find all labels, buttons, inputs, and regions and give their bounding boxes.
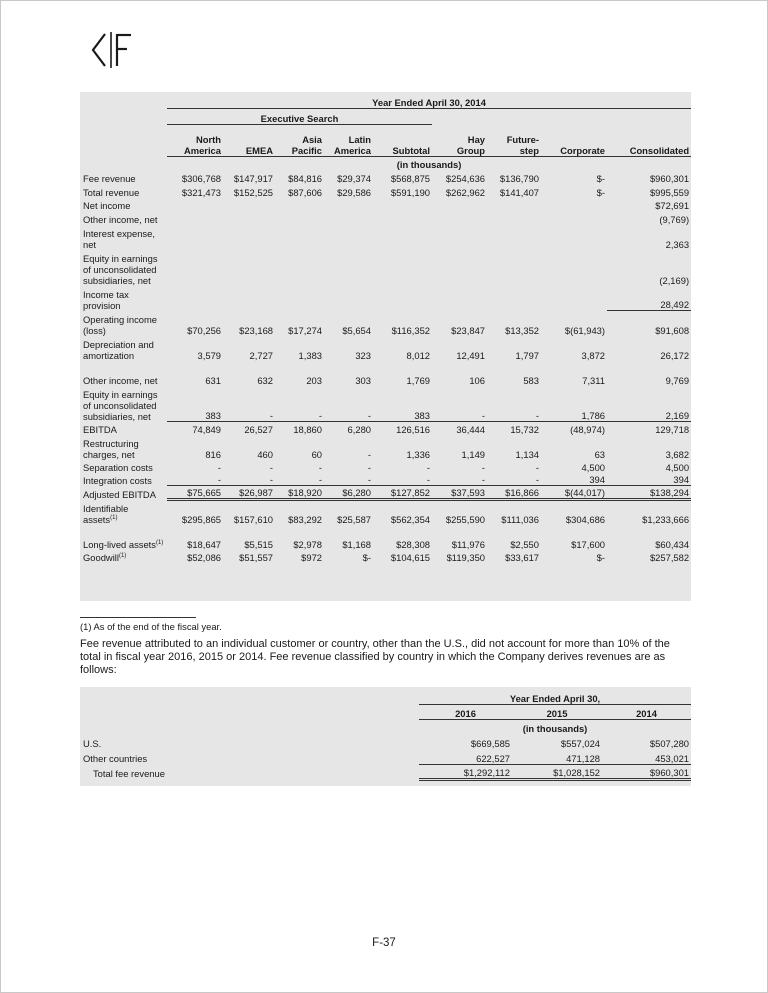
row-label: Total revenue: [83, 186, 140, 198]
cell-value: $960,301: [602, 764, 691, 779]
cell-value: $51,557: [239, 551, 273, 563]
column-header-line1: Latin: [348, 134, 371, 145]
cell-value: [432, 225, 487, 250]
row-label: Depreciation and amortization: [83, 338, 154, 361]
period-header: Year Ended April 30, 2014: [167, 92, 691, 108]
cell-value: 383: [167, 386, 223, 422]
cell-value: [541, 198, 607, 211]
cell-value: 9,769: [665, 374, 690, 386]
cell-value: $26,987: [223, 486, 275, 500]
cell-value: -: [318, 461, 322, 473]
cell-value: [223, 211, 275, 225]
column-header-line1: Hay: [467, 134, 485, 145]
cell-value: $262,962: [445, 186, 485, 198]
country-table: [80, 687, 691, 781]
cell-value: -: [324, 386, 373, 422]
cell-value: [223, 225, 275, 250]
table-row: [80, 250, 691, 286]
cell-value: -: [432, 473, 487, 486]
column-header-line2: Pacific: [275, 145, 324, 157]
cell-value: 816: [205, 448, 221, 460]
cell-value: 8,012: [406, 349, 430, 361]
cell-value: [275, 198, 324, 211]
cell-value: $83,292: [288, 513, 322, 525]
cell-value: $13,352: [505, 324, 539, 336]
row-label: Restructuring charges, net: [83, 437, 139, 460]
cell-value: 106: [469, 374, 485, 386]
cell-value: -: [269, 461, 273, 473]
column-header-line2: Subtotal: [373, 145, 432, 157]
cell-value: -: [487, 473, 541, 486]
cell-value: 632: [257, 374, 273, 386]
cell-value: $557,024: [560, 738, 600, 749]
cell-value: 303: [355, 374, 371, 386]
cell-value: 2,363: [665, 238, 690, 250]
cell-value: [432, 286, 487, 311]
cell-value: $11,976: [451, 538, 485, 550]
cell-value: $254,636: [445, 172, 485, 184]
cell-value: $669,585: [470, 738, 510, 749]
cell-value: 3,682: [665, 448, 690, 460]
cell-value: [275, 211, 324, 225]
cell-value: $127,852: [373, 486, 432, 500]
row-label: Fee revenue: [83, 172, 136, 184]
cell-value: $507,280: [649, 738, 689, 749]
cell-value: [541, 286, 607, 311]
footnote: (1) As of the end of the fiscal year.: [80, 621, 222, 632]
row-label: Separation costs: [83, 461, 153, 473]
row-label: Other income, net: [83, 213, 158, 225]
cell-value: -: [481, 461, 485, 473]
cell-value: $1,233,666: [642, 513, 690, 525]
footnote-marker: (1): [118, 552, 127, 559]
cell-value: $116,352: [391, 324, 430, 336]
cell-value: 4,500: [665, 461, 690, 473]
cell-value: (48,974): [570, 423, 605, 435]
cell-value: $52,086: [187, 551, 221, 563]
row-label: Other countries: [83, 753, 148, 764]
executive-search-header: Executive Search: [167, 108, 432, 124]
cell-value: $23,847: [451, 324, 485, 336]
cell-value: $1,168: [342, 538, 371, 550]
cell-value: [432, 198, 487, 211]
cell-value: $72,691: [655, 199, 690, 211]
cell-value: $25,587: [337, 513, 371, 525]
cell-value: 1,149: [461, 448, 485, 460]
row-label: Income tax provision: [83, 288, 129, 311]
cell-value: $257,582: [649, 551, 690, 563]
cell-value: [167, 198, 223, 211]
cell-value: $136,790: [499, 172, 539, 184]
table-row: [80, 286, 691, 311]
cell-value: $29,586: [337, 186, 371, 198]
cell-value: -: [432, 386, 487, 422]
cell-value: $152,525: [233, 186, 273, 198]
cell-value: 460: [257, 448, 273, 460]
cell-value: 26,527: [244, 423, 273, 435]
column-header-line1: Future-: [506, 134, 539, 145]
cell-value: [487, 225, 541, 250]
cell-value: 3,579: [197, 349, 221, 361]
row-label: EBITDA: [83, 423, 117, 435]
cell-value: $321,473: [181, 186, 221, 198]
cell-value: 394: [541, 473, 607, 486]
cell-value: 129,718: [655, 423, 690, 435]
cell-value: -: [487, 386, 541, 422]
table-row: [80, 550, 691, 563]
row-label: U.S.: [83, 738, 102, 749]
cell-value: $37,593: [432, 486, 487, 500]
cell-value: $255,590: [445, 513, 485, 525]
table-row: [80, 225, 691, 250]
cell-value: 18,860: [293, 423, 322, 435]
year-header: 2016: [419, 704, 512, 719]
cell-value: 1,797: [515, 349, 539, 361]
cell-value: $17,600: [571, 538, 605, 550]
cell-value: 3,872: [581, 349, 605, 361]
cell-value: 1,336: [406, 448, 430, 460]
table-row: [80, 525, 691, 550]
cell-value: [541, 250, 607, 286]
row-label: Net income: [83, 199, 131, 211]
column-header-line1: [373, 134, 432, 145]
cell-value: $591,190: [390, 186, 430, 198]
cell-value: 26,172: [660, 349, 690, 361]
cell-value: [167, 286, 223, 311]
cell-value: [324, 225, 373, 250]
cell-value: $141,407: [499, 186, 539, 198]
cell-value: [373, 225, 432, 250]
table-row: [80, 764, 691, 779]
table-row: [80, 734, 691, 749]
table-row: [80, 198, 691, 211]
table-row: [80, 386, 691, 422]
segment-table: [80, 92, 691, 563]
cell-value: [373, 198, 432, 211]
cell-value: $(61,943): [564, 324, 605, 336]
cell-value: 15,732: [510, 423, 539, 435]
cell-value: [324, 198, 373, 211]
cell-value: 631: [205, 374, 221, 386]
table-row: [80, 422, 691, 435]
cell-value: $-: [596, 172, 605, 184]
cell-value: -: [223, 473, 275, 486]
row-label: Integration costs: [83, 474, 152, 486]
cell-value: -: [217, 461, 221, 473]
cell-value: 6,280: [347, 423, 371, 435]
column-header-line1: [223, 134, 275, 145]
cell-value: $70,256: [187, 324, 221, 336]
cell-value: $147,917: [233, 172, 273, 184]
cell-value: 1,769: [406, 374, 430, 386]
cell-value: $(44,017): [541, 486, 607, 500]
footnote-rule: [80, 617, 196, 618]
cell-value: $562,354: [390, 513, 430, 525]
cell-value: 1,134: [515, 448, 539, 460]
cell-value: $-: [596, 551, 605, 563]
cell-value: $23,168: [239, 324, 273, 336]
table-row: [80, 486, 691, 500]
table-row: [80, 184, 691, 198]
cell-value: 2,169: [607, 386, 691, 422]
table-row: [80, 311, 691, 336]
column-header-line1: Asia: [302, 134, 322, 145]
cell-value: $104,615: [390, 551, 430, 563]
cell-value: $-: [596, 186, 605, 198]
column-header-line2: America: [324, 145, 373, 157]
column-header-line1: North: [196, 134, 221, 145]
row-label: Operating income (loss): [83, 313, 157, 336]
cell-value: (9,769): [659, 213, 690, 225]
row-label: Interest expense, net: [83, 227, 155, 250]
cell-value: $33,617: [505, 551, 539, 563]
cell-value: (2,169): [659, 274, 690, 286]
cell-value: -: [167, 473, 223, 486]
cell-value: 7,311: [582, 374, 605, 386]
cell-value: 471,128: [512, 749, 602, 764]
fee-revenue-paragraph: Fee revenue attributed to an individual customer or country, other than the U.S., did not account for more than 10% of the total in fiscal year 2016, 2015 or 2014. Fee revenue classified by country in which the Company derives revenues are as follows:: [80, 638, 670, 676]
cell-value: [487, 211, 541, 225]
cell-value: $2,550: [510, 538, 539, 550]
column-header-line1: [607, 134, 691, 145]
row-label: Goodwill$^{(1)}$: [83, 551, 127, 563]
table-row: [80, 500, 691, 525]
table-row: [80, 361, 691, 386]
cell-value: $28,308: [396, 538, 430, 550]
row-label: Adjusted EBITDA: [83, 488, 156, 500]
cell-value: $306,768: [181, 172, 221, 184]
cell-value: 63: [594, 448, 605, 460]
cell-value: $84,816: [288, 172, 322, 184]
cell-value: -: [535, 461, 539, 473]
cell-value: $960,301: [649, 172, 690, 184]
row-label: Identifiable assets$^{(1)}$: [83, 502, 129, 525]
cell-value: [541, 225, 607, 250]
cell-value: -: [275, 473, 324, 486]
cell-value: [432, 250, 487, 286]
cell-value: [487, 198, 541, 211]
cell-value: $87,606: [288, 186, 322, 198]
cell-value: $18,647: [187, 538, 221, 550]
cell-value: $5,654: [342, 324, 371, 336]
row-label: Other income, net: [83, 374, 158, 386]
cell-value: -: [367, 461, 371, 473]
cell-value: [373, 286, 432, 311]
cell-value: [541, 211, 607, 225]
cell-value: [223, 250, 275, 286]
segment-table-container: [80, 92, 691, 601]
cell-value: 74,849: [192, 423, 221, 435]
table-row: [80, 473, 691, 486]
cell-value: 203: [306, 374, 322, 386]
cell-value: 394: [607, 473, 691, 486]
cell-value: -: [373, 473, 432, 486]
cell-value: [167, 211, 223, 225]
cell-value: $5,515: [244, 538, 273, 550]
company-logo: [89, 30, 139, 70]
cell-value: [324, 286, 373, 311]
cell-value: $972: [301, 551, 322, 563]
cell-value: [275, 250, 324, 286]
column-header-line2: step: [487, 145, 541, 157]
country-units-label: (in thousands): [522, 723, 588, 734]
cell-value: [432, 211, 487, 225]
footnote-marker: (1): [110, 514, 118, 521]
row-label: Equity in earnings of unconsolidated subsidiaries, net: [83, 388, 158, 422]
cell-value: [223, 198, 275, 211]
column-header-line2: Corporate: [541, 145, 607, 157]
cell-value: -: [367, 448, 371, 460]
cell-value: [167, 225, 223, 250]
cell-value: 2,727: [249, 349, 273, 361]
cell-value: [324, 250, 373, 286]
cell-value: -: [426, 461, 430, 473]
table-row: [80, 336, 691, 361]
footnote-marker: (1): [155, 539, 164, 546]
cell-value: 383: [373, 386, 432, 422]
cell-value: [373, 211, 432, 225]
cell-value: [373, 250, 432, 286]
row-label: Long-lived assets$^{(1)}$: [83, 538, 164, 550]
table-row: [80, 170, 691, 184]
cell-value: $75,665: [167, 486, 223, 500]
cell-value: $157,610: [233, 513, 273, 525]
cell-value: $111,036: [501, 513, 539, 525]
cell-value: 622,527: [419, 749, 512, 764]
cell-value: [487, 286, 541, 311]
cell-value: 126,516: [396, 423, 430, 435]
cell-value: 583: [523, 374, 539, 386]
cell-value: [275, 286, 324, 311]
cell-value: $138,294: [607, 486, 691, 500]
cell-value: $2,978: [293, 538, 322, 550]
column-header-line2: America: [167, 145, 223, 157]
cell-value: 1,383: [298, 349, 322, 361]
table-row: [80, 435, 691, 460]
cell-value: 12,491: [456, 349, 485, 361]
column-header-line2: EMEA: [223, 145, 275, 157]
year-header: 2014: [602, 704, 691, 719]
cell-value: $29,374: [337, 172, 371, 184]
cell-value: $18,920: [275, 486, 324, 500]
cell-value: $568,875: [390, 172, 430, 184]
cell-value: $119,350: [446, 551, 485, 563]
cell-value: [223, 286, 275, 311]
cell-value: [167, 250, 223, 286]
cell-value: $6,280: [324, 486, 373, 500]
year-header: 2015: [512, 704, 602, 719]
table-row: [80, 749, 691, 764]
cell-value: [324, 211, 373, 225]
cell-value: 36,444: [456, 423, 485, 435]
cell-value: 453,021: [602, 749, 691, 764]
cell-value: [487, 250, 541, 286]
cell-value: 60: [311, 448, 322, 460]
row-label: Total fee revenue: [93, 768, 165, 779]
cell-value: $60,434: [655, 538, 690, 550]
cell-value: -: [223, 386, 275, 422]
cell-value: $17,274: [288, 324, 322, 336]
units-label: (in thousands): [396, 158, 462, 170]
country-period-header: Year Ended April 30,: [419, 687, 691, 704]
cell-value: 4,500: [581, 461, 605, 473]
table-row: [80, 211, 691, 225]
column-header-line2: Group: [432, 145, 487, 157]
cell-value: $304,686: [565, 513, 605, 525]
cell-value: $1,292,112: [419, 764, 512, 779]
column-header-line1: [541, 134, 607, 145]
cell-value: 28,492: [607, 286, 691, 311]
country-table-container: [80, 687, 691, 786]
cell-value: $1,028,152: [512, 764, 602, 779]
cell-value: -: [324, 473, 373, 486]
cell-value: 1,786: [541, 386, 607, 422]
column-header-line2: Consolidated: [607, 145, 691, 157]
cell-value: $995,559: [649, 186, 690, 198]
row-label: Equity in earnings of unconsolidated subsidiaries, net: [83, 252, 158, 286]
cell-value: [275, 225, 324, 250]
table-row: [80, 460, 691, 473]
page-number: F-37: [372, 937, 396, 949]
cell-value: $91,608: [655, 324, 690, 336]
cell-value: -: [275, 386, 324, 422]
cell-value: $-: [362, 551, 371, 563]
cell-value: $295,865: [181, 513, 221, 525]
cell-value: 323: [355, 349, 371, 361]
cell-value: $16,866: [487, 486, 541, 500]
